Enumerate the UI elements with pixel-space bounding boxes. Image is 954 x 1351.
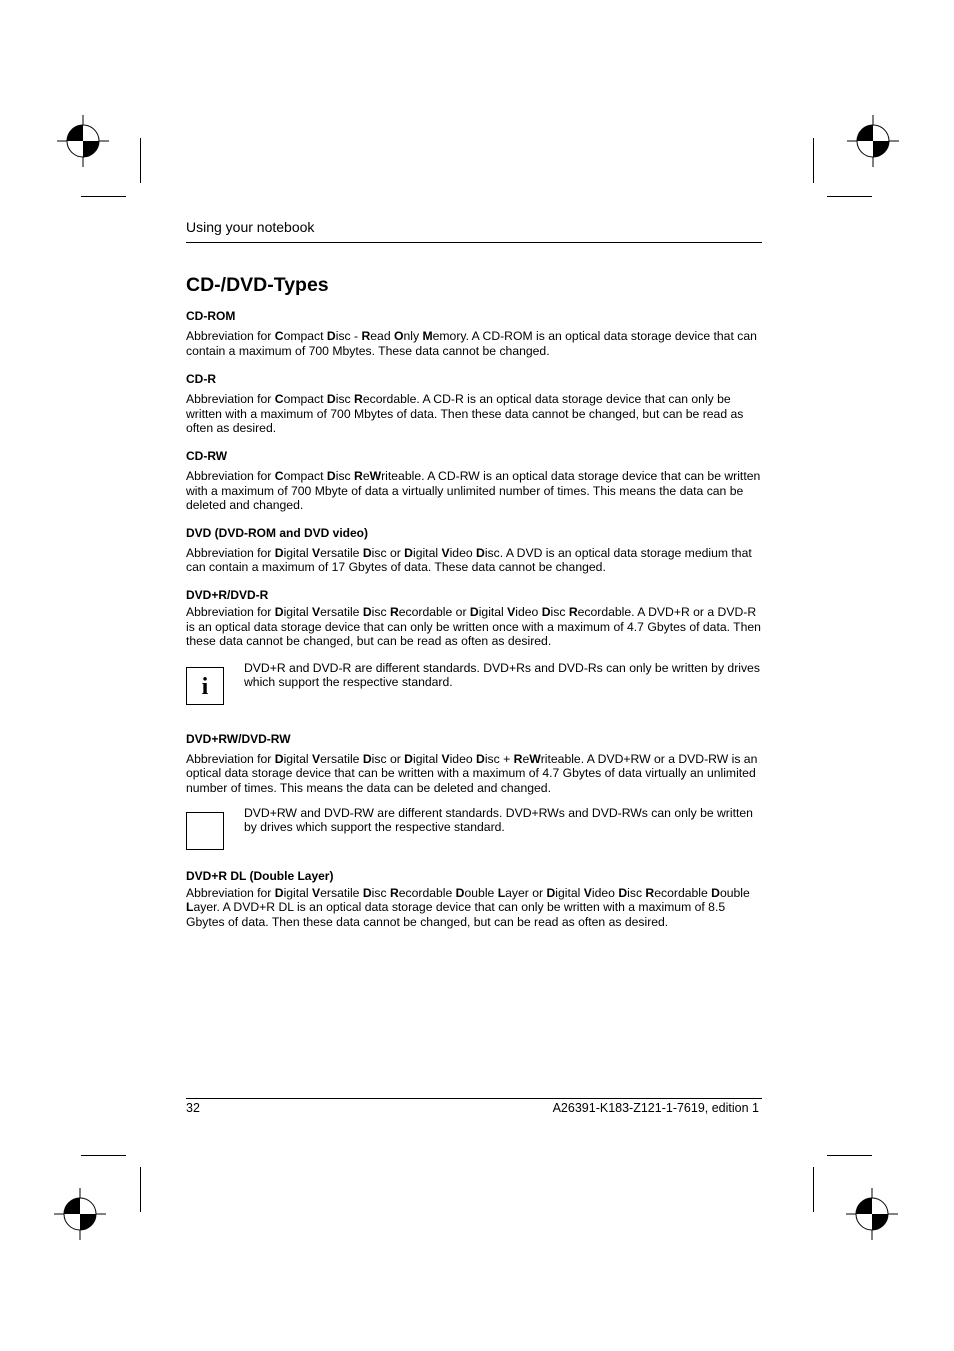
bold-initial: V bbox=[312, 751, 321, 766]
bold-initial: D bbox=[274, 751, 284, 766]
bold-initial: W bbox=[529, 751, 541, 766]
bold-initial: D bbox=[469, 604, 479, 619]
bold-initial: C bbox=[274, 468, 284, 483]
bold-initial: D bbox=[541, 604, 551, 619]
section-heading: DVD+R/DVD-R bbox=[186, 587, 269, 602]
section-cd-r bbox=[186, 371, 762, 436]
section-heading: DVD+R DL (Double Layer) bbox=[186, 868, 334, 883]
section-cd-rom bbox=[186, 308, 762, 358]
bold-initial: D bbox=[546, 885, 556, 900]
bold-initial: C bbox=[274, 392, 284, 407]
note-text: DVD+R and DVD-R are different standards. DVD+Rs and DVD-Rs can only be written by drives which support the respective standard. bbox=[244, 660, 760, 690]
section-heading: CD-R bbox=[186, 372, 216, 387]
section-heading: CD-ROM bbox=[186, 309, 236, 323]
bold-initial: D bbox=[404, 545, 413, 560]
bold-initial: V bbox=[441, 545, 450, 560]
bold-initial: D bbox=[274, 604, 284, 619]
footer-rule bbox=[186, 1098, 762, 1099]
header-rule bbox=[186, 242, 762, 243]
section-dvd-rw bbox=[186, 731, 762, 856]
registration-mark-icon bbox=[847, 115, 899, 167]
note-text: DVD+RW and DVD-RW are different standards. DVD+RWs and DVD-RWs can only be written by drives which support the respective standard. bbox=[244, 805, 753, 835]
bold-initial: D bbox=[362, 885, 372, 900]
bold-initial: D bbox=[404, 751, 413, 766]
section-dvd-r-dl bbox=[186, 868, 762, 930]
info-note bbox=[186, 660, 762, 711]
section-heading: DVD+RW/DVD-RW bbox=[186, 731, 291, 746]
bold-initial: R bbox=[354, 468, 363, 483]
page-number: 32 bbox=[186, 1101, 200, 1115]
section-paragraph: Abbreviation for Compact Disc ReWriteable. A CD-RW is an optical data storage device that can be written with a maximum of 700 Mbyte of data a virtually unlimited number of times. This means the data can be deleted and changed. bbox=[186, 468, 761, 513]
bold-initial: D bbox=[326, 329, 336, 343]
bold-initial: V bbox=[312, 545, 321, 560]
bold-initial: R bbox=[389, 604, 399, 619]
registration-mark-icon bbox=[57, 115, 109, 167]
content-body bbox=[186, 308, 762, 929]
section-paragraph: Abbreviation for Compact Disc Recordable. A CD-R is an optical data storage device that can only be written with a maximum of 700 Mbytes of data. Then these data cannot be changed, but can be read as often as desired. bbox=[186, 392, 744, 436]
note-icon-box bbox=[186, 812, 224, 850]
bold-initial: D bbox=[362, 545, 372, 560]
info-note bbox=[186, 805, 762, 856]
document-id: A26391-K183-Z121-1-7619, edition 1 bbox=[552, 1101, 759, 1115]
section-dvd bbox=[186, 525, 762, 575]
bold-initial: D bbox=[274, 885, 284, 900]
bold-initial: V bbox=[441, 751, 450, 766]
bold-initial: C bbox=[274, 329, 284, 343]
section-paragraph: Abbreviation for Digital Versatile Disc Recordable or Digital Video Disc Recordable. A DVD+R or a DVD-R is an optical data storage device that can only be written once with a maximum of 4.7 Gbytes of data. Then these data cannot be changed, but can be read as often as desired. bbox=[186, 604, 761, 649]
section-heading: DVD (DVD-ROM and DVD video) bbox=[186, 525, 369, 540]
bold-initial: L bbox=[186, 900, 194, 915]
bold-initial: D bbox=[326, 392, 336, 407]
bold-initial: R bbox=[354, 392, 363, 407]
bold-initial: M bbox=[422, 329, 433, 343]
bold-initial: D bbox=[455, 885, 465, 900]
info-icon: i bbox=[186, 667, 224, 705]
bold-initial: R bbox=[568, 604, 578, 619]
bold-initial: R bbox=[361, 329, 371, 343]
registration-mark-icon bbox=[846, 1188, 898, 1240]
section-paragraph: Abbreviation for Compact Disc - Read Only Memory. A CD-ROM is an optical data storage device that can contain a maximum of 700 Mbytes. These data cannot be changed. bbox=[186, 329, 757, 358]
bold-initial: D bbox=[274, 545, 284, 560]
section-paragraph: Abbreviation for Digital Versatile Disc or Digital Video Disc + ReWriteable. A DVD+RW or a DVD-RW is an optical data storage device that can be written with a maximum of 4.7 Gbytes of data virtually an unlimited number of times. This means the data can be deleted and changed. bbox=[186, 751, 758, 795]
bold-initial: D bbox=[362, 751, 372, 766]
section-paragraph: Abbreviation for Digital Versatile Disc or Digital Video Disc. A DVD is an optical data storage medium that can contain a maximum of 17 Gbytes of data. These data cannot be changed. bbox=[186, 545, 752, 575]
bold-initial: O bbox=[394, 329, 404, 343]
bold-initial: D bbox=[618, 885, 628, 900]
running-header: Using your notebook bbox=[186, 219, 315, 235]
bold-initial: R bbox=[389, 885, 399, 900]
bold-initial: R bbox=[513, 751, 523, 766]
bold-initial: L bbox=[497, 885, 506, 900]
section-dvd-r bbox=[186, 587, 762, 711]
bold-initial: D bbox=[476, 545, 485, 560]
bold-initial: V bbox=[507, 604, 516, 619]
bold-initial: D bbox=[362, 604, 372, 619]
bold-initial: R bbox=[645, 885, 655, 900]
bold-initial: W bbox=[369, 468, 382, 483]
bold-initial: D bbox=[711, 885, 720, 900]
section-paragraph: Abbreviation for Digital Versatile Disc Recordable Double Layer or Digital Video Disc Recordable Double Layer. A DVD+R DL is an optical data storage device that can only be written with a maximum of 8.5 Gbytes of data. Then these data cannot be changed, but can be read as often as desired. bbox=[186, 885, 750, 929]
bold-initial: D bbox=[476, 751, 485, 766]
bold-initial: V bbox=[583, 885, 592, 900]
section-heading: CD-RW bbox=[186, 448, 228, 463]
page-title: CD-/DVD-Types bbox=[186, 274, 329, 296]
bold-initial: D bbox=[326, 468, 336, 483]
section-cd-rw bbox=[186, 448, 762, 513]
registration-mark-icon bbox=[54, 1188, 106, 1240]
bold-initial: V bbox=[312, 604, 321, 619]
bold-initial: V bbox=[312, 885, 321, 900]
